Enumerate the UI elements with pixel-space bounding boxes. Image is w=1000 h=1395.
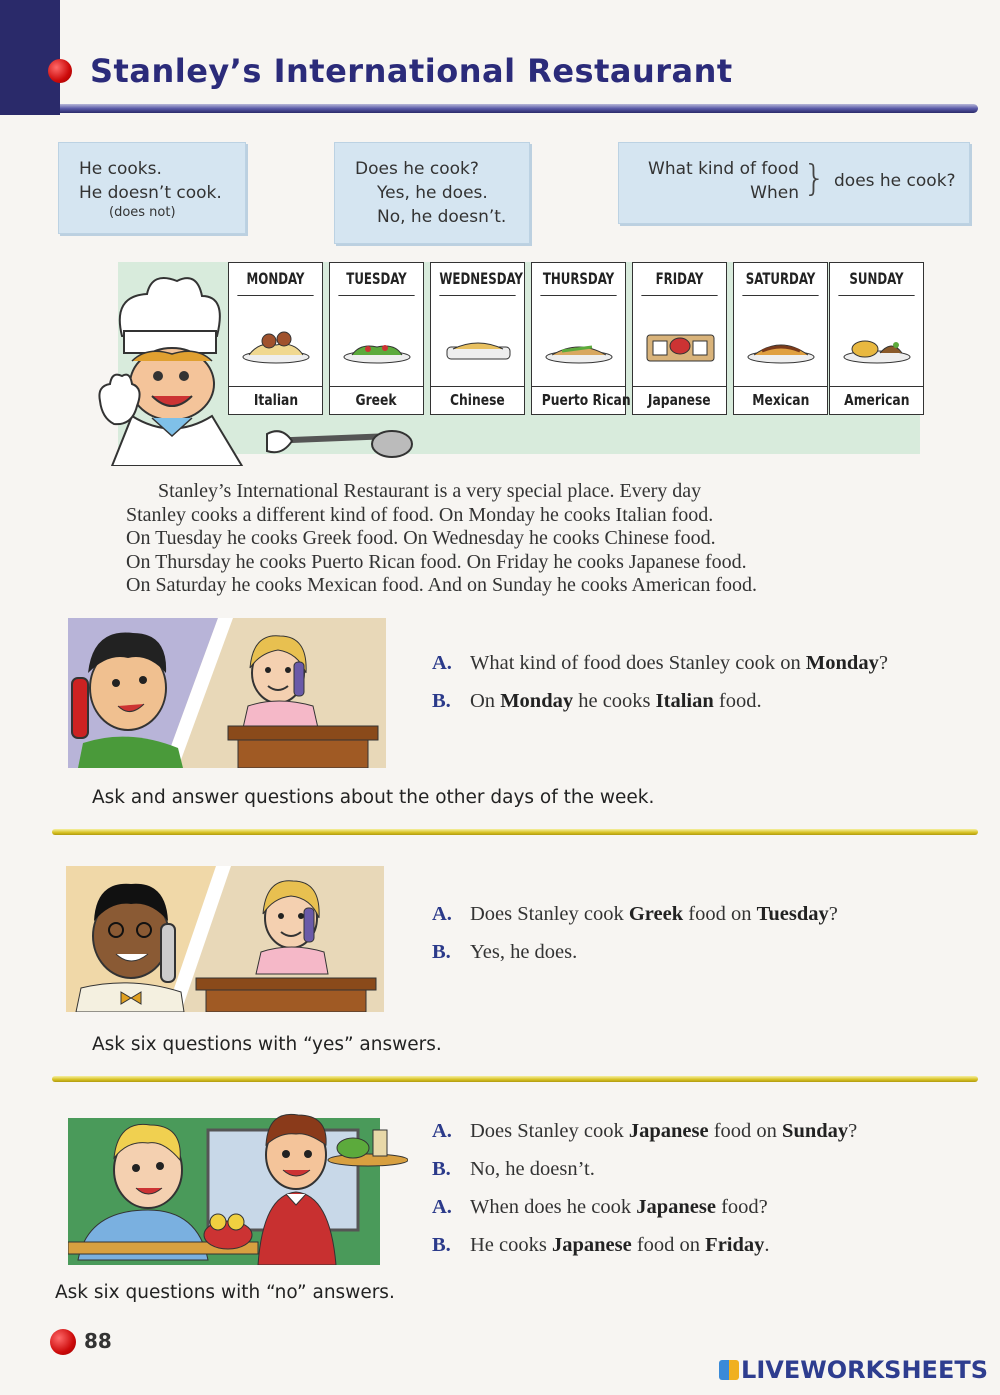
phone-call-illustration-2 <box>66 866 384 1012</box>
dialogue-line <box>432 1120 857 1143</box>
grammar-line: Yes, he does. <box>377 183 488 203</box>
dialogue-keyword: Japanese <box>628 1120 709 1142</box>
day-label: FRIDAY <box>641 263 717 296</box>
schedule-day-sunday <box>829 262 924 415</box>
grammar-line: does he cook? <box>834 171 956 191</box>
speaker-label: B. <box>432 1234 451 1256</box>
dialogue-text: Does Stanley cook <box>470 903 629 925</box>
schedule-day-thursday <box>531 262 631 415</box>
page-number: 88 <box>84 1329 112 1353</box>
speaker-label: A. <box>432 903 452 925</box>
dialogue-line <box>432 1196 768 1219</box>
watermark-text: LIVEWORKSHEETS <box>741 1356 988 1384</box>
dialogue-text: Yes, he does. <box>470 941 578 963</box>
instruction-text: Ask and answer questions about the other days of the week. <box>92 787 655 808</box>
food-label: Italian <box>229 386 322 414</box>
grammar-box-statements <box>58 142 246 234</box>
day-label: MONDAY <box>237 263 313 296</box>
header-corner-bar <box>0 0 60 115</box>
page-title: Stanley’s International Restaurant <box>90 52 733 90</box>
grammar-line: No, he doesn’t. <box>377 207 507 227</box>
dialogue-line <box>432 903 838 926</box>
section-divider <box>52 829 978 835</box>
instruction-text: Ask six questions with “no” answers. <box>55 1282 395 1303</box>
dialogue-keyword: Friday <box>705 1234 765 1256</box>
american-dish-icon <box>840 321 915 371</box>
dialogue-keyword: Japanese <box>636 1196 716 1218</box>
dialogue-keyword: Sunday <box>782 1120 849 1142</box>
dialogue-keyword: Japanese <box>551 1234 632 1256</box>
speaker-label: B. <box>432 1158 451 1180</box>
puerto-rican-dish-icon <box>542 321 617 371</box>
dialogue-line <box>432 941 577 964</box>
food-label: Mexican <box>734 386 827 414</box>
brace-icon: } <box>803 158 826 199</box>
dialogue-keyword: Italian <box>655 690 714 712</box>
title-rule <box>60 104 978 113</box>
dialogue-line <box>432 652 888 675</box>
phone-call-illustration-1 <box>68 618 386 768</box>
dialogue-text: What kind of food does Stanley cook on <box>470 652 806 674</box>
paragraph-line: On Saturday he cooks Mexican food. And on Sunday he cooks American food. <box>126 574 757 596</box>
paragraph-line: On Thursday he cooks Puerto Rican food. On Friday he cooks Japanese food. <box>126 550 747 573</box>
schedule-day-tuesday <box>329 262 424 415</box>
chinese-dish-icon <box>441 321 516 371</box>
day-label: TUESDAY <box>338 263 414 296</box>
grammar-line: He doesn’t cook. <box>79 183 222 203</box>
mexican-dish-icon <box>744 321 819 371</box>
title-bullet-icon <box>48 59 72 83</box>
grammar-line: Does he cook? <box>355 159 479 179</box>
dialogue-line <box>432 1234 770 1257</box>
grammar-box-questions <box>334 142 530 244</box>
liveworksheets-logo <box>719 1356 988 1384</box>
grammar-line: What kind of food <box>648 159 799 179</box>
liveworksheets-icon <box>719 1360 739 1380</box>
dialogue-text: On <box>470 690 501 712</box>
food-label: Chinese <box>431 386 524 414</box>
schedule-day-friday <box>632 262 727 415</box>
dialogue-text: No, he doesn’t. <box>470 1158 595 1180</box>
schedule-day-saturday <box>733 262 828 415</box>
speaker-label: A. <box>432 1196 452 1218</box>
dialogue-keyword: Monday <box>805 652 879 674</box>
schedule-day-wednesday <box>430 262 525 415</box>
dialogue-text: food on <box>708 1120 783 1142</box>
dialogue-text: food. <box>713 690 762 712</box>
dialogue-keyword: Monday <box>500 690 574 712</box>
grammar-note: (does not) <box>109 205 176 220</box>
reading-paragraph <box>126 480 926 598</box>
dialogue-text: He cooks <box>470 1234 552 1256</box>
paragraph-line: Stanley’s International Restaurant is a very special place. Every day <box>158 480 702 502</box>
dialogue-text: Does Stanley cook <box>470 1120 629 1142</box>
speaker-label: A. <box>432 652 452 674</box>
schedule-day-monday <box>228 262 323 415</box>
grammar-line: He cooks. <box>79 159 162 179</box>
dialogue-line <box>432 690 762 713</box>
spaghetti-dish-icon <box>239 321 314 371</box>
speaker-label: A. <box>432 1120 452 1142</box>
food-label: American <box>830 386 923 414</box>
food-label: Japanese <box>633 386 726 414</box>
restaurant-waiter-illustration <box>68 1110 408 1265</box>
paragraph-line: Stanley cooks a different kind of food. On Monday he cooks Italian food. <box>126 503 714 526</box>
food-label: Greek <box>330 386 423 414</box>
dialogue-text: food on <box>631 1234 706 1256</box>
day-label: SUNDAY <box>838 263 914 296</box>
dialogue-text: he cooks <box>573 690 656 712</box>
dialogue-text: . <box>764 1234 770 1256</box>
grammar-box-wh-questions <box>618 142 970 224</box>
dialogue-keyword: Greek <box>628 903 684 925</box>
sushi-dish-icon <box>643 321 718 371</box>
day-label: THURSDAY <box>540 263 616 296</box>
food-label: Puerto Rican <box>532 386 625 414</box>
instruction-text: Ask six questions with “yes” answers. <box>92 1034 442 1055</box>
dialogue-text: When does he cook <box>470 1196 637 1218</box>
dialogue-text: food? <box>715 1196 768 1218</box>
grammar-line: When <box>750 183 799 203</box>
dialogue-text: ? <box>828 903 838 925</box>
day-label: SATURDAY <box>742 263 818 296</box>
dialogue-text: ? <box>878 652 888 674</box>
dialogue-text: ? <box>848 1120 858 1142</box>
dialogue-keyword: Tuesday <box>756 903 829 925</box>
dialogue-line <box>432 1158 595 1181</box>
salad-dish-icon <box>340 321 415 371</box>
dialogue-text: food on <box>683 903 757 925</box>
speaker-label: B. <box>432 941 451 963</box>
day-label: WEDNESDAY <box>439 263 515 296</box>
paragraph-line: On Tuesday he cooks Greek food. On Wednesday he cooks Chinese food. <box>126 527 716 549</box>
section-divider <box>52 1076 978 1082</box>
speaker-label: B. <box>432 690 451 712</box>
page-number-bullet-icon <box>50 1329 76 1355</box>
